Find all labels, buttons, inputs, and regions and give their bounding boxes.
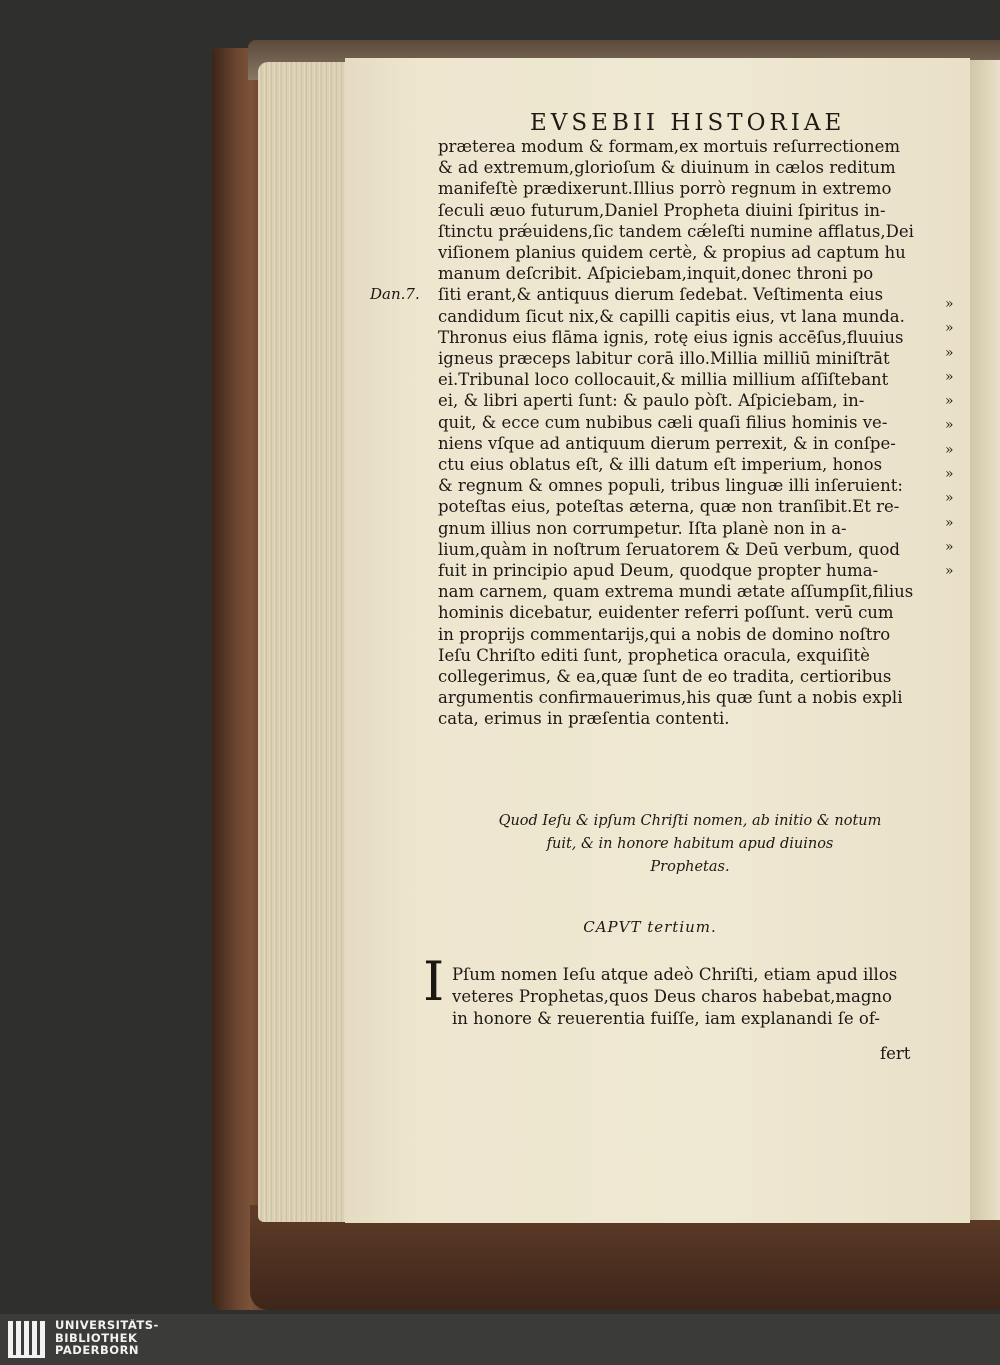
facing-page-edge [968, 60, 1000, 1220]
library-footer [0, 1314, 1000, 1365]
text-line: ei, & libri aperti ſunt: & paulo pòſt. Aſpiciebam, in- [438, 391, 865, 411]
quote-mark: » [945, 296, 954, 312]
text-line: ſeculi æuo futurum,Daniel Propheta diuini ſpiritus in- [438, 200, 886, 220]
text-line: argumentis confirmauerimus,his quæ ſunt a nobis expli [438, 688, 903, 708]
text-line: igneus præceps labitur corā illo.Millia milliū miniſtrāt [438, 349, 890, 369]
text-line: veteres Prophetas,quos Deus charos habebat,magno [452, 987, 892, 1006]
text-line: in honore & reuerentia fuiſſe, iam explanandi ſe of- [452, 1009, 880, 1028]
text-line: ſtinctu prǽuidens,ſic tandem cǽleſti numine afflatus,Dei [438, 221, 914, 241]
page-edges [258, 62, 348, 1222]
text-line: & ad extremum,glorioſum & diuinum in cælos reditum [438, 158, 896, 178]
text-line: cata, erimus in præſentia contenti. [438, 709, 730, 729]
library-logo-icon [6, 1317, 50, 1361]
chapter-heading [440, 810, 940, 879]
quote-mark: » [945, 417, 954, 434]
heading-line: fuit, & in honore habitum apud diuinos [546, 836, 834, 852]
quote-mark: » [945, 441, 954, 458]
library-name-line: PADERBORN [55, 1344, 140, 1357]
margin-note: Dan.7. [370, 285, 420, 303]
text-line: manum deſcribit. Aſpiciebam,inquit,donec throni po [438, 264, 874, 284]
chapter-number: CAPVT tertium. [583, 918, 717, 936]
quote-mark: » [945, 490, 954, 507]
body-text [438, 136, 958, 730]
text-line: niens vſque ad antiquum dierum perrexit, & in conſpe- [438, 433, 896, 453]
text-line: Pſum nomen Ieſu atque adeò Chriſti, etiam apud illos [452, 965, 898, 984]
quote-mark: » [945, 538, 954, 555]
quote-mark: » [945, 344, 954, 361]
catchword: fert [880, 1044, 911, 1063]
text-line: viſionem planius quidem certè, & propius ad captum hu [438, 243, 906, 263]
heading-line: Quod Ieſu & ipſum Chriſti nomen, ab initio & notum [498, 813, 882, 829]
text-line: præterea modum & formam,ex mortuis reſurrectionem [438, 137, 901, 156]
text-line: lium,quàm in noſtrum ſeruatorem & Deū verbum, quod [438, 539, 900, 559]
library-name-line: BIBLIOTHEK [55, 1331, 138, 1344]
text-line: ei.Tribunal loco collocauit,& millia millium aſſiſtebant [438, 370, 889, 390]
text-line: fuit in principio apud Deum, quodque propter huma- [438, 561, 879, 581]
text-line: ſiti erant,& antiquus dierum ſedebat. Veſtimenta eius [438, 285, 884, 305]
quote-mark: » [945, 514, 954, 531]
quote-mark: » [945, 563, 954, 580]
heading-line: Prophetas. [650, 859, 730, 875]
library-name [55, 1319, 159, 1357]
chapter-text [452, 964, 922, 1030]
quote-mark: » [945, 393, 954, 410]
text-line: ctu eius oblatus eſt, & illi datum eſt imperium, honos [438, 455, 883, 475]
text-line: Ieſu Chriſto editi ſunt, prophetica oracula, exquiſitè [438, 645, 870, 665]
text-line: candidum ſicut nix,& capilli capitis eius, vt lana munda. [438, 306, 905, 326]
library-name-line: UNIVERSITÄTS- [55, 1319, 159, 1332]
text-line: collegerimus, & ea,quæ ſunt de eo tradita, certioribus [438, 667, 892, 687]
quotation-marks-column [945, 292, 965, 584]
quote-mark: » [945, 368, 954, 385]
text-line: & regnum & omnes populi, tribus linguæ illi inſeruient: [438, 476, 903, 496]
text-line: hominis dicebatur, euidenter referri poſſunt. verū cum [438, 603, 894, 623]
text-line: Thronus eius flāma ignis, rotę eius ignis accēſus,fluuius [438, 327, 904, 347]
running-title: EVSEBII HISTORIAE [530, 110, 846, 136]
text-line: gnum illius non corrumpetur. Iſta planè non in a- [438, 518, 847, 538]
text-line: in proprijs commentarijs,qui a nobis de domino noſtro [438, 624, 891, 644]
quote-mark: » [945, 320, 954, 337]
quote-mark: » [945, 466, 954, 483]
text-line: manifeſtè prædixerunt.Illius porrò regnum in extremo [438, 179, 892, 199]
text-line: quit, & ecce cum nubibus cæli quaſi filius hominis ve- [438, 412, 888, 432]
text-line: nam carnem, quam extrema mundi ætate aſſumpſit,filius [438, 582, 914, 602]
text-line: poteſtas eius, poteſtas æterna, quæ non tranſibit.Et re- [438, 497, 900, 517]
drop-cap: I [423, 950, 445, 1013]
